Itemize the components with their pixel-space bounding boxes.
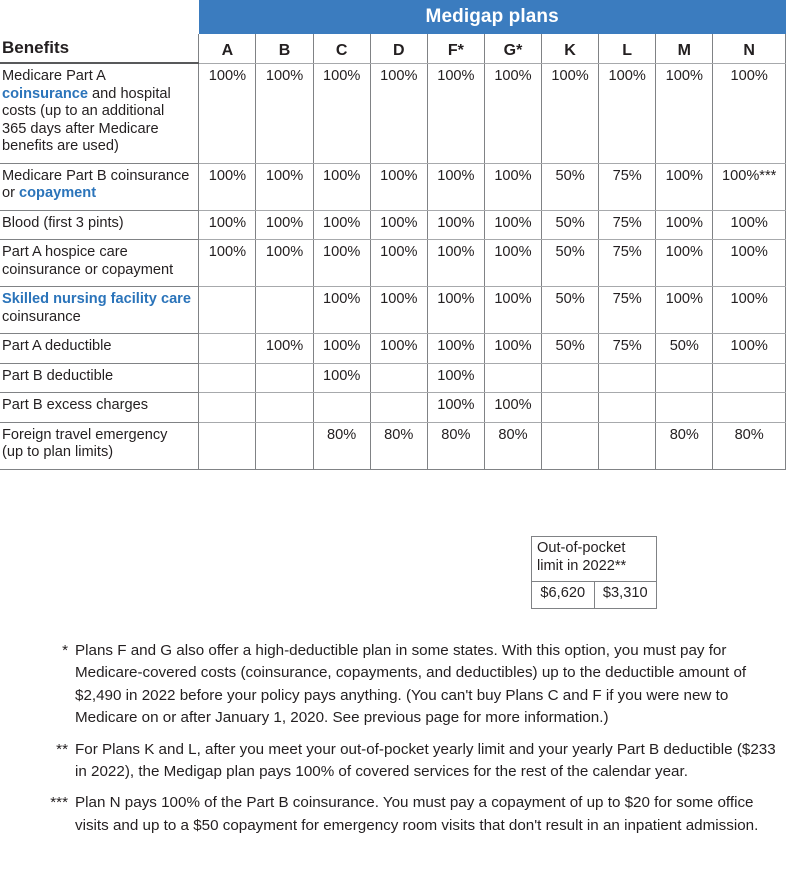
benefit-text: Part A hospice care coinsurance or copayment <box>2 244 174 278</box>
coverage-cell <box>199 334 256 364</box>
benefit-label <box>0 334 199 364</box>
coverage-cell <box>484 363 541 393</box>
coverage-cell: 50% <box>542 210 599 240</box>
coverage-cell: 100% <box>256 334 313 364</box>
coverage-cell <box>656 363 713 393</box>
coverage-cell: 50% <box>542 334 599 364</box>
coverage-cell: 80% <box>656 422 713 469</box>
benefit-label <box>0 287 199 334</box>
coverage-cell <box>656 393 713 423</box>
coverage-cell: 100% <box>313 63 370 163</box>
coverage-cell: 100% <box>370 287 427 334</box>
coverage-cell: 50% <box>542 287 599 334</box>
coverage-cell: 100% <box>199 163 256 210</box>
out-of-pocket-box <box>531 536 657 609</box>
benefit-text: Blood (first 3 pints) <box>2 214 124 231</box>
coverage-cell <box>313 393 370 423</box>
coverage-cell <box>199 422 256 469</box>
oop-amount-row <box>532 582 657 609</box>
table-row <box>0 287 786 334</box>
plan-column-header-d: D <box>370 34 427 63</box>
coverage-cell <box>599 422 656 469</box>
coverage-cell: 100% <box>713 334 786 364</box>
footnote-marker: *** <box>50 794 68 812</box>
coverage-cell: 100% <box>199 63 256 163</box>
coverage-cell: 75% <box>599 210 656 240</box>
table-row <box>0 334 786 364</box>
table-header <box>0 0 786 63</box>
plan-column-header-a: A <box>199 34 256 63</box>
coverage-cell <box>199 363 256 393</box>
coverage-cell: 100% <box>484 287 541 334</box>
coverage-cell: 100% <box>484 163 541 210</box>
coverage-cell: 100% <box>427 334 484 364</box>
footnote <box>0 792 800 837</box>
coverage-cell: 100% <box>542 63 599 163</box>
coverage-cell: 75% <box>599 240 656 287</box>
coverage-cell: 100% <box>713 63 786 163</box>
benefit-text: Part A deductible <box>2 338 112 354</box>
coverage-cell: 100% <box>656 210 713 240</box>
benefit-term-link[interactable]: coinsurance <box>2 85 88 102</box>
coverage-cell <box>542 422 599 469</box>
coverage-cell <box>256 393 313 423</box>
coverage-cell: 50% <box>542 163 599 210</box>
plan-column-header-c: C <box>313 34 370 63</box>
coverage-cell: 100% <box>370 210 427 240</box>
benefit-label <box>0 422 199 469</box>
coverage-cell <box>256 363 313 393</box>
coverage-cell: 75% <box>599 334 656 364</box>
coverage-cell: 100% <box>313 334 370 364</box>
coverage-cell: 100% <box>370 63 427 163</box>
banner-spacer <box>0 0 199 34</box>
coverage-cell: 100% <box>313 210 370 240</box>
footnote-text: Plan N pays 100% of the Part B coinsurance. You must pay a copayment of up to $20 for some office visits and up to a $50 copayment for emergency room visits that don't result in an inpatient admission. <box>75 794 759 834</box>
benefit-label <box>0 63 199 163</box>
coverage-cell <box>199 393 256 423</box>
benefit-text: Part B deductible <box>2 367 114 384</box>
out-of-pocket-amount-plan-k: $6,620 <box>532 582 595 609</box>
coverage-cell: 100% <box>427 287 484 334</box>
coverage-cell <box>599 393 656 423</box>
coverage-cell: 100% <box>484 240 541 287</box>
coverage-cell: 100% <box>427 210 484 240</box>
coverage-cell: 100% <box>656 240 713 287</box>
coverage-cell: 100% <box>370 163 427 210</box>
coverage-cell: 80% <box>484 422 541 469</box>
benefit-label <box>0 163 199 210</box>
benefit-text: Medicare Part A <box>2 68 106 84</box>
benefit-text: and hospital costs (up to an additional 365 days after Medicare benefits are used) <box>2 85 171 154</box>
benefit-label <box>0 393 199 423</box>
coverage-cell <box>713 363 786 393</box>
oop-title-row <box>532 537 657 582</box>
footnote-text: For Plans K and L, after you meet your out-of-pocket yearly limit and your yearly Part B deductible ($233 in 2022), the Medigap plan pays 100% of covered services for the rest of the calendar year. <box>75 740 776 781</box>
medigap-plans-banner: Medigap plans <box>199 0 786 34</box>
plan-letter-row <box>0 34 786 63</box>
benefit-text: coinsurance <box>2 308 81 325</box>
coverage-cell: 100% <box>427 393 484 423</box>
coverage-cell: 100%*** <box>713 163 786 210</box>
coverage-cell: 100% <box>656 63 713 163</box>
coverage-cell: 100% <box>313 240 370 287</box>
coverage-cell: 100% <box>427 163 484 210</box>
coverage-cell <box>256 287 313 334</box>
coverage-cell <box>256 422 313 469</box>
benefit-text: Medicare Part B coinsurance or <box>2 167 190 201</box>
plan-column-header-n: N <box>713 34 786 63</box>
coverage-cell <box>542 393 599 423</box>
benefit-term-link[interactable]: Skilled nursing facility care <box>2 291 191 307</box>
plan-column-header-g: G* <box>484 34 541 63</box>
coverage-cell: 100% <box>199 210 256 240</box>
table-row <box>0 422 786 469</box>
coverage-cell <box>199 287 256 334</box>
coverage-cell: 100% <box>313 287 370 334</box>
coverage-cell: 80% <box>313 422 370 469</box>
footnote-text: Plans F and G also offer a high-deductible plan in some states. With this option, you must pay for Medicare-covered costs (coinsurance, copayments, and deductibles) up to the deductible amount of $2,490 in 2022 before your policy pays anything. (You can't buy Plans C and F if you were new to Medicare on or after January 1, 2020. See previous page for more information.) <box>75 642 747 727</box>
coverage-cell <box>370 363 427 393</box>
coverage-cell: 50% <box>542 240 599 287</box>
coverage-cell: 100% <box>427 240 484 287</box>
coverage-cell: 100% <box>599 63 656 163</box>
plan-column-header-b: B <box>256 34 313 63</box>
coverage-cell <box>599 363 656 393</box>
coverage-cell: 100% <box>713 287 786 334</box>
coverage-cell: 100% <box>256 63 313 163</box>
coverage-cell: 100% <box>313 163 370 210</box>
plan-column-header-l: L <box>599 34 656 63</box>
plan-column-header-m: M <box>656 34 713 63</box>
coverage-cell: 80% <box>713 422 786 469</box>
footnote <box>0 739 800 784</box>
benefit-text: Foreign travel emergency (up to plan limits) <box>2 426 168 460</box>
coverage-cell: 100% <box>256 240 313 287</box>
table-body <box>0 63 786 469</box>
coverage-cell: 100% <box>256 163 313 210</box>
benefit-term-link[interactable]: copayment <box>19 185 97 201</box>
out-of-pocket-table <box>531 536 657 609</box>
benefit-label <box>0 363 199 393</box>
out-of-pocket-amount-plan-l: $3,310 <box>594 582 657 609</box>
coverage-cell: 100% <box>427 63 484 163</box>
coverage-cell: 100% <box>256 210 313 240</box>
plan-column-header-k: K <box>542 34 599 63</box>
table-row <box>0 240 786 287</box>
coverage-cell: 100% <box>427 363 484 393</box>
coverage-cell: 100% <box>713 210 786 240</box>
coverage-cell: 100% <box>656 163 713 210</box>
footnote <box>0 640 800 730</box>
coverage-cell: 75% <box>599 287 656 334</box>
coverage-cell: 100% <box>484 210 541 240</box>
coverage-cell <box>713 393 786 423</box>
coverage-cell: 100% <box>370 240 427 287</box>
coverage-cell: 75% <box>599 163 656 210</box>
coverage-cell: 100% <box>656 287 713 334</box>
table-row <box>0 363 786 393</box>
coverage-cell: 100% <box>313 363 370 393</box>
coverage-cell: 80% <box>427 422 484 469</box>
table-row <box>0 163 786 210</box>
footnote-marker: ** <box>56 740 68 758</box>
coverage-cell: 100% <box>484 63 541 163</box>
benefit-label <box>0 240 199 287</box>
benefits-column-header: Benefits <box>0 34 199 63</box>
benefit-text: Part B excess charges <box>2 397 149 413</box>
coverage-cell <box>370 393 427 423</box>
out-of-pocket-title: Out-of-pocket limit in 2022** <box>532 537 657 582</box>
coverage-cell: 100% <box>199 240 256 287</box>
coverage-cell: 100% <box>484 393 541 423</box>
coverage-cell: 50% <box>656 334 713 364</box>
benefit-label <box>0 210 199 240</box>
banner-row <box>0 0 786 34</box>
coverage-cell: 100% <box>713 240 786 287</box>
footnote-marker: * <box>62 642 68 659</box>
table-row <box>0 393 786 423</box>
table-row <box>0 210 786 240</box>
footnotes-section <box>0 640 800 846</box>
table-row <box>0 63 786 163</box>
coverage-cell <box>542 363 599 393</box>
coverage-cell: 100% <box>484 334 541 364</box>
coverage-cell: 100% <box>370 334 427 364</box>
plan-column-header-f: F* <box>427 34 484 63</box>
coverage-cell: 80% <box>370 422 427 469</box>
